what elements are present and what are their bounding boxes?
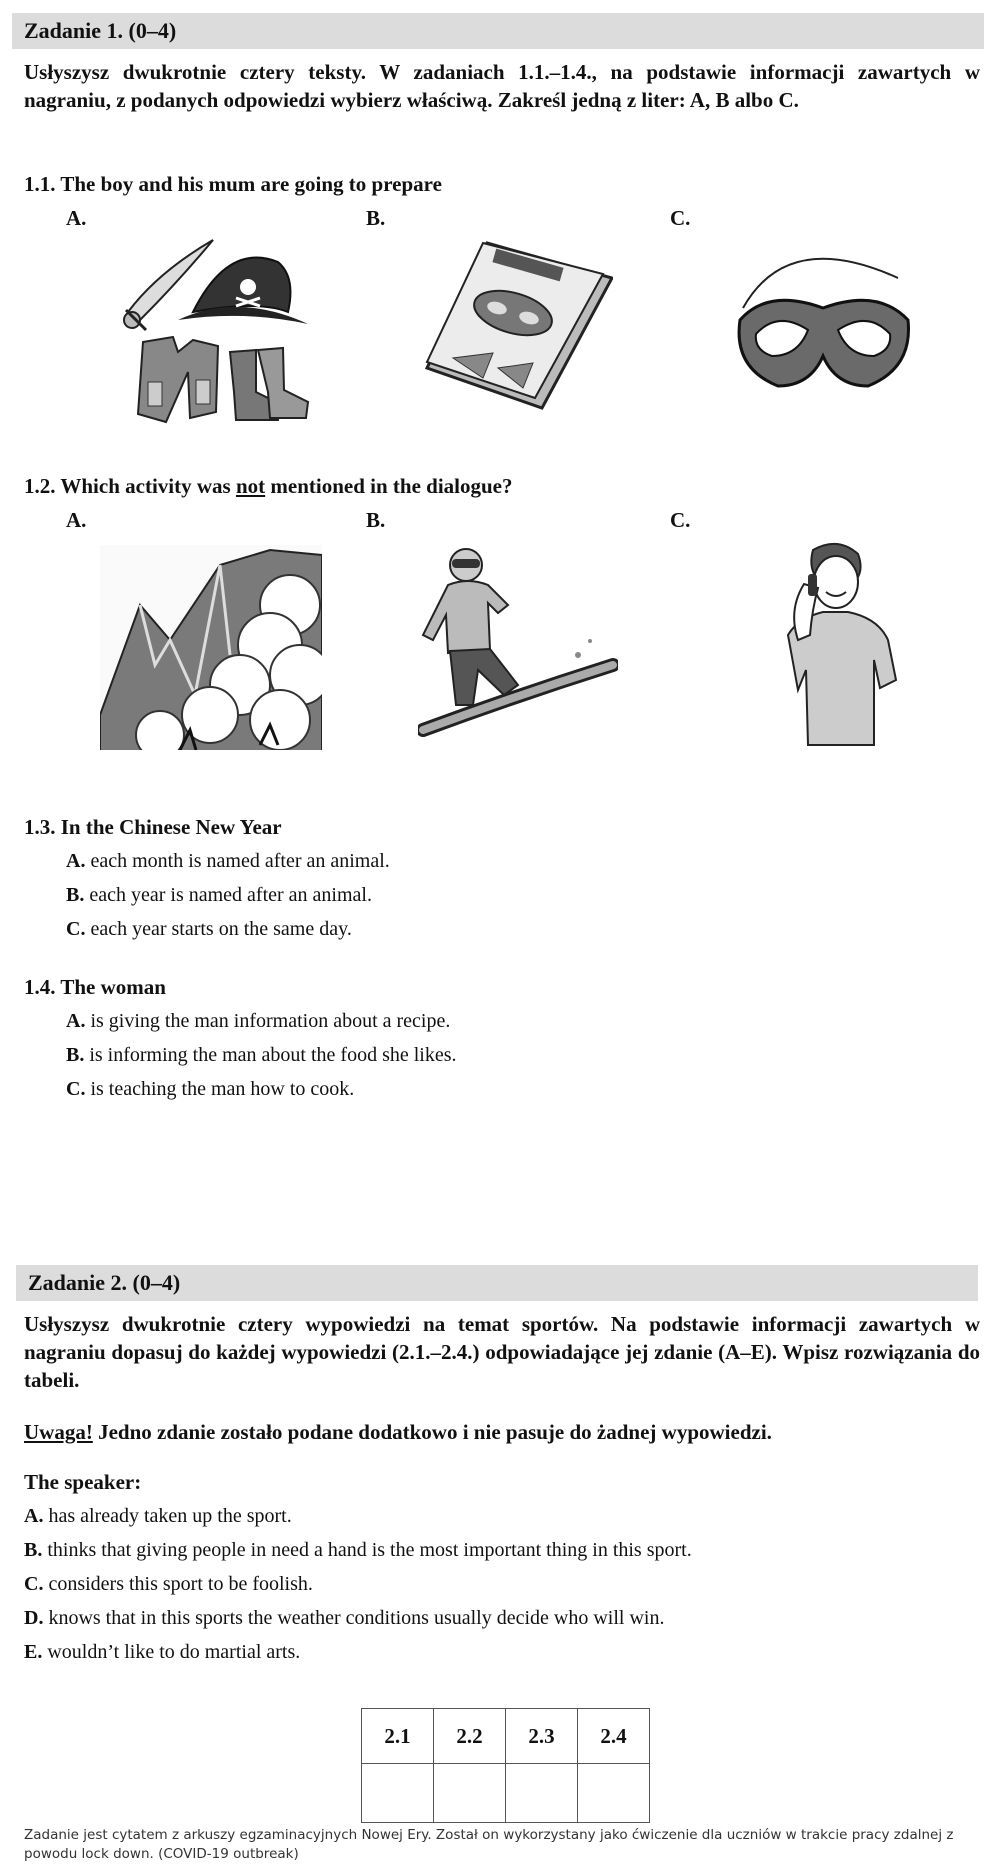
avalanche-image	[100, 545, 322, 762]
q1-4-answer-b[interactable]	[66, 1044, 457, 1067]
answer-letter: C.	[66, 1078, 86, 1100]
table-header-2-3: 2.3	[506, 1709, 578, 1764]
note-text: Jedno zdanie zostało podane dodatkowo i nie pasuje do żadnej wypowiedzi.	[92, 1420, 772, 1444]
sentence-d	[24, 1607, 664, 1630]
q1-3-answer-a[interactable]	[66, 850, 390, 873]
answer-letter: C.	[66, 918, 86, 940]
table-header-2-2: 2.2	[434, 1709, 506, 1764]
q1-2-text-after: mentioned in the dialogue?	[265, 474, 513, 498]
answer-letter: A.	[66, 850, 86, 872]
sentence-b	[24, 1539, 692, 1562]
sentence-text: wouldn’t like to do martial arts.	[42, 1641, 301, 1663]
q1-3-answer-b[interactable]	[66, 884, 372, 907]
answer-text: each year starts on the same day.	[85, 918, 352, 940]
question-1-2	[24, 474, 513, 499]
answer-letter: B.	[66, 884, 85, 906]
question-1-4: 1.4. The woman	[24, 975, 166, 999]
answer-letter: A.	[66, 1010, 86, 1032]
mask-book-image	[423, 238, 613, 413]
q1-2-text-before: 1.2. Which activity was	[24, 474, 236, 498]
answer-text: each month is named after an animal.	[85, 850, 390, 872]
q1-1-option-c-label[interactable]: C.	[670, 206, 691, 230]
sentence-text: considers this sport to be foolish.	[43, 1573, 313, 1595]
answer-text: is teaching the man how to cook.	[85, 1078, 355, 1100]
sentence-a	[24, 1505, 292, 1528]
answer-table	[361, 1708, 650, 1823]
table-header-2-1: 2.1	[362, 1709, 434, 1764]
speaker-label: The speaker:	[24, 1470, 142, 1494]
q1-4-answer-c[interactable]	[66, 1078, 354, 1101]
snowboarder-image	[418, 545, 618, 740]
sentence-text: knows that in this sports the weather conditions usually decide who will win.	[43, 1607, 665, 1629]
answer-cell-2-1[interactable]	[362, 1764, 434, 1823]
answer-text: each year is named after an animal.	[84, 884, 372, 906]
sentence-text: has already taken up the sport.	[43, 1505, 292, 1527]
q1-1-option-b-label[interactable]: B.	[366, 206, 386, 230]
q1-4-answer-a[interactable]	[66, 1010, 450, 1033]
footer-note: Zadanie jest cytatem z arkuszy egzaminacyjnych Nowej Ery. Został on wykorzystany jako ćwiczenie dla uczniów w trakcie pracy zdalnej z powodu lock down. (COVID-19 outbreak)	[24, 1827, 954, 1862]
sentence-letter: A.	[24, 1505, 44, 1527]
answer-text: is informing the man about the food she likes.	[84, 1044, 457, 1066]
task2-header: Zadanie 2. (0–4)	[16, 1265, 978, 1301]
sentence-text: thinks that giving people in need a hand is the most important thing in this sport.	[42, 1539, 692, 1561]
answer-letter: B.	[66, 1044, 85, 1066]
task2-note	[24, 1418, 980, 1446]
sentence-e	[24, 1641, 300, 1664]
question-1-3: 1.3. In the Chinese New Year	[24, 815, 282, 839]
q1-2-option-b-label[interactable]: B.	[366, 508, 386, 532]
task1-header: Zadanie 1. (0–4)	[12, 13, 984, 49]
q1-1-option-a-label[interactable]: A.	[66, 206, 87, 230]
sentence-letter: D.	[24, 1607, 44, 1629]
sentence-c	[24, 1573, 313, 1596]
answer-cell-2-4[interactable]	[578, 1764, 650, 1823]
note-label: Uwaga!	[24, 1420, 93, 1444]
q1-2-option-a-label[interactable]: A.	[66, 508, 87, 532]
q1-3-answer-c[interactable]	[66, 918, 352, 941]
sentence-letter: C.	[24, 1573, 44, 1595]
task1-instruction: Usłyszysz dwukrotnie cztery teksty. W zadaniach 1.1.–1.4., na podstawie informacji zawartych w nagraniu, z podanych odpowiedzi wybierz właściwą. Zakreśl jedną z liter: A, B albo C.	[24, 60, 980, 112]
answer-text: is giving the man information about a recipe.	[85, 1010, 451, 1032]
q1-2-option-c-label[interactable]: C.	[670, 508, 691, 532]
question-1-1: 1.1. The boy and his mum are going to prepare	[24, 172, 442, 196]
masquerade-mask-image	[728, 238, 918, 398]
man-on-phone-image	[768, 540, 913, 750]
sentence-letter: E.	[24, 1641, 43, 1663]
answer-cell-2-2[interactable]	[434, 1764, 506, 1823]
pirate-costume-image	[118, 232, 323, 432]
answer-cell-2-3[interactable]	[506, 1764, 578, 1823]
table-header-2-4: 2.4	[578, 1709, 650, 1764]
q1-2-text-underlined: not	[235, 474, 266, 498]
task2-instruction: Usłyszysz dwukrotnie cztery wypowiedzi na temat sportów. Na podstawie informacji zawartych w nagraniu dopasuj do każdej wypowiedzi (2.1.–2.4.) odpowiadające jej zdanie (A–E). Wpisz rozwiązania do tabeli.	[24, 1312, 980, 1392]
sentence-letter: B.	[24, 1539, 43, 1561]
